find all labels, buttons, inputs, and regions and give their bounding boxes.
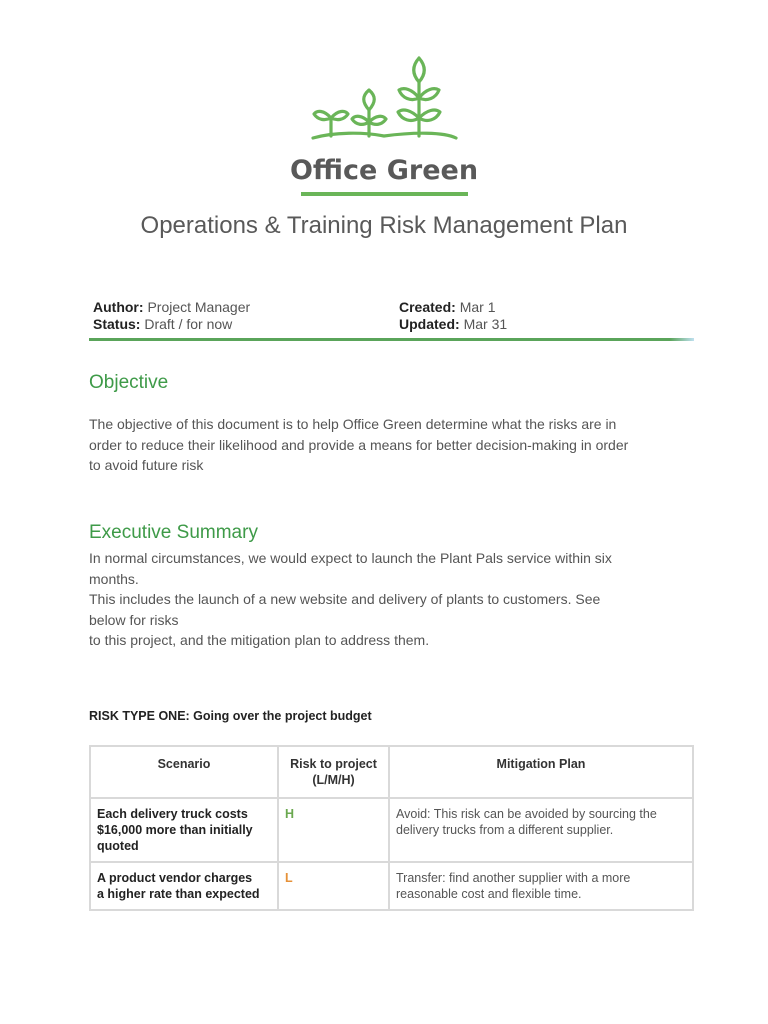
header-risk — [278, 746, 389, 798]
brand-name: Office Green — [289, 155, 479, 186]
status-value: Draft / for now — [144, 316, 233, 332]
mitigation-cell — [389, 798, 693, 862]
executive-summary-heading: Executive Summary — [89, 522, 258, 543]
created-field — [399, 299, 495, 316]
header-mitigation: Mitigation Plan — [389, 746, 693, 798]
created-label: Created: — [399, 299, 456, 315]
meta-row-2 — [93, 316, 693, 333]
scenario-cell — [90, 862, 278, 910]
office-green-logo — [0, 52, 768, 202]
mitigation-line: Avoid: This risk can be avoided by sourcing the — [396, 807, 657, 821]
mitigation-line: delivery trucks from a different supplier. — [396, 823, 614, 837]
risk-level: H — [285, 807, 295, 821]
updated-value: Mar 31 — [463, 316, 508, 332]
summary-line: This includes the launch of a new website and delivery of plants to customers. See — [89, 591, 601, 607]
header-risk-line: (L/M/H) — [312, 773, 355, 787]
brand-underline — [301, 192, 468, 196]
scenario-line: $16,000 more than initially — [97, 823, 253, 837]
author-label: Author: — [93, 299, 144, 315]
status-label: Status: — [93, 316, 141, 332]
risk-type-one-title: RISK TYPE ONE: Going over the project budget — [89, 709, 372, 723]
objective-line: The objective of this document is to help Office Green determine what the risks are in — [89, 416, 617, 432]
risk-table — [89, 745, 694, 911]
mitigation-cell — [389, 862, 693, 910]
executive-summary-paragraph — [89, 548, 689, 651]
scenario-line: quoted — [97, 839, 139, 853]
table-header-row — [90, 746, 693, 798]
meta-row-1 — [93, 299, 693, 316]
document-title: Operations & Training Risk Management Plan — [140, 212, 628, 239]
risk-cell — [278, 798, 389, 862]
created-value: Mar 1 — [459, 299, 496, 315]
header-scenario: Scenario — [90, 746, 278, 798]
table-row — [90, 862, 693, 910]
meta-divider — [89, 338, 694, 341]
objective-line: order to reduce their likelihood and provide a means for better decision-making in order — [89, 436, 629, 453]
updated-label: Updated: — [399, 316, 460, 332]
scenario-line: A product vendor charges — [97, 871, 253, 885]
summary-line: below for risks — [89, 611, 179, 628]
updated-field — [399, 316, 507, 333]
table-row — [90, 798, 693, 862]
scenario-line: a higher rate than expected — [97, 887, 260, 901]
objective-line: to avoid future risk — [89, 457, 204, 473]
summary-line: to this project, and the mitigation plan to address them. — [89, 632, 430, 648]
summary-line: months. — [89, 570, 139, 587]
scenario-line: Each delivery truck costs — [97, 807, 248, 821]
document-meta — [93, 299, 693, 333]
risk-cell — [278, 862, 389, 910]
objective-paragraph — [89, 414, 689, 476]
mitigation-line: Transfer: find another supplier with a more — [396, 871, 631, 885]
scenario-cell — [90, 798, 278, 862]
risk-level: L — [285, 871, 293, 885]
author-value: Project Manager — [147, 299, 251, 315]
summary-line: In normal circumstances, we would expect to launch the Plant Pals service within six — [89, 550, 612, 566]
mitigation-line: reasonable cost and flexible time. — [396, 887, 582, 901]
header-risk-line: Risk to project — [290, 757, 377, 771]
plant-logo-icon — [284, 52, 484, 202]
objective-heading: Objective — [89, 372, 169, 393]
